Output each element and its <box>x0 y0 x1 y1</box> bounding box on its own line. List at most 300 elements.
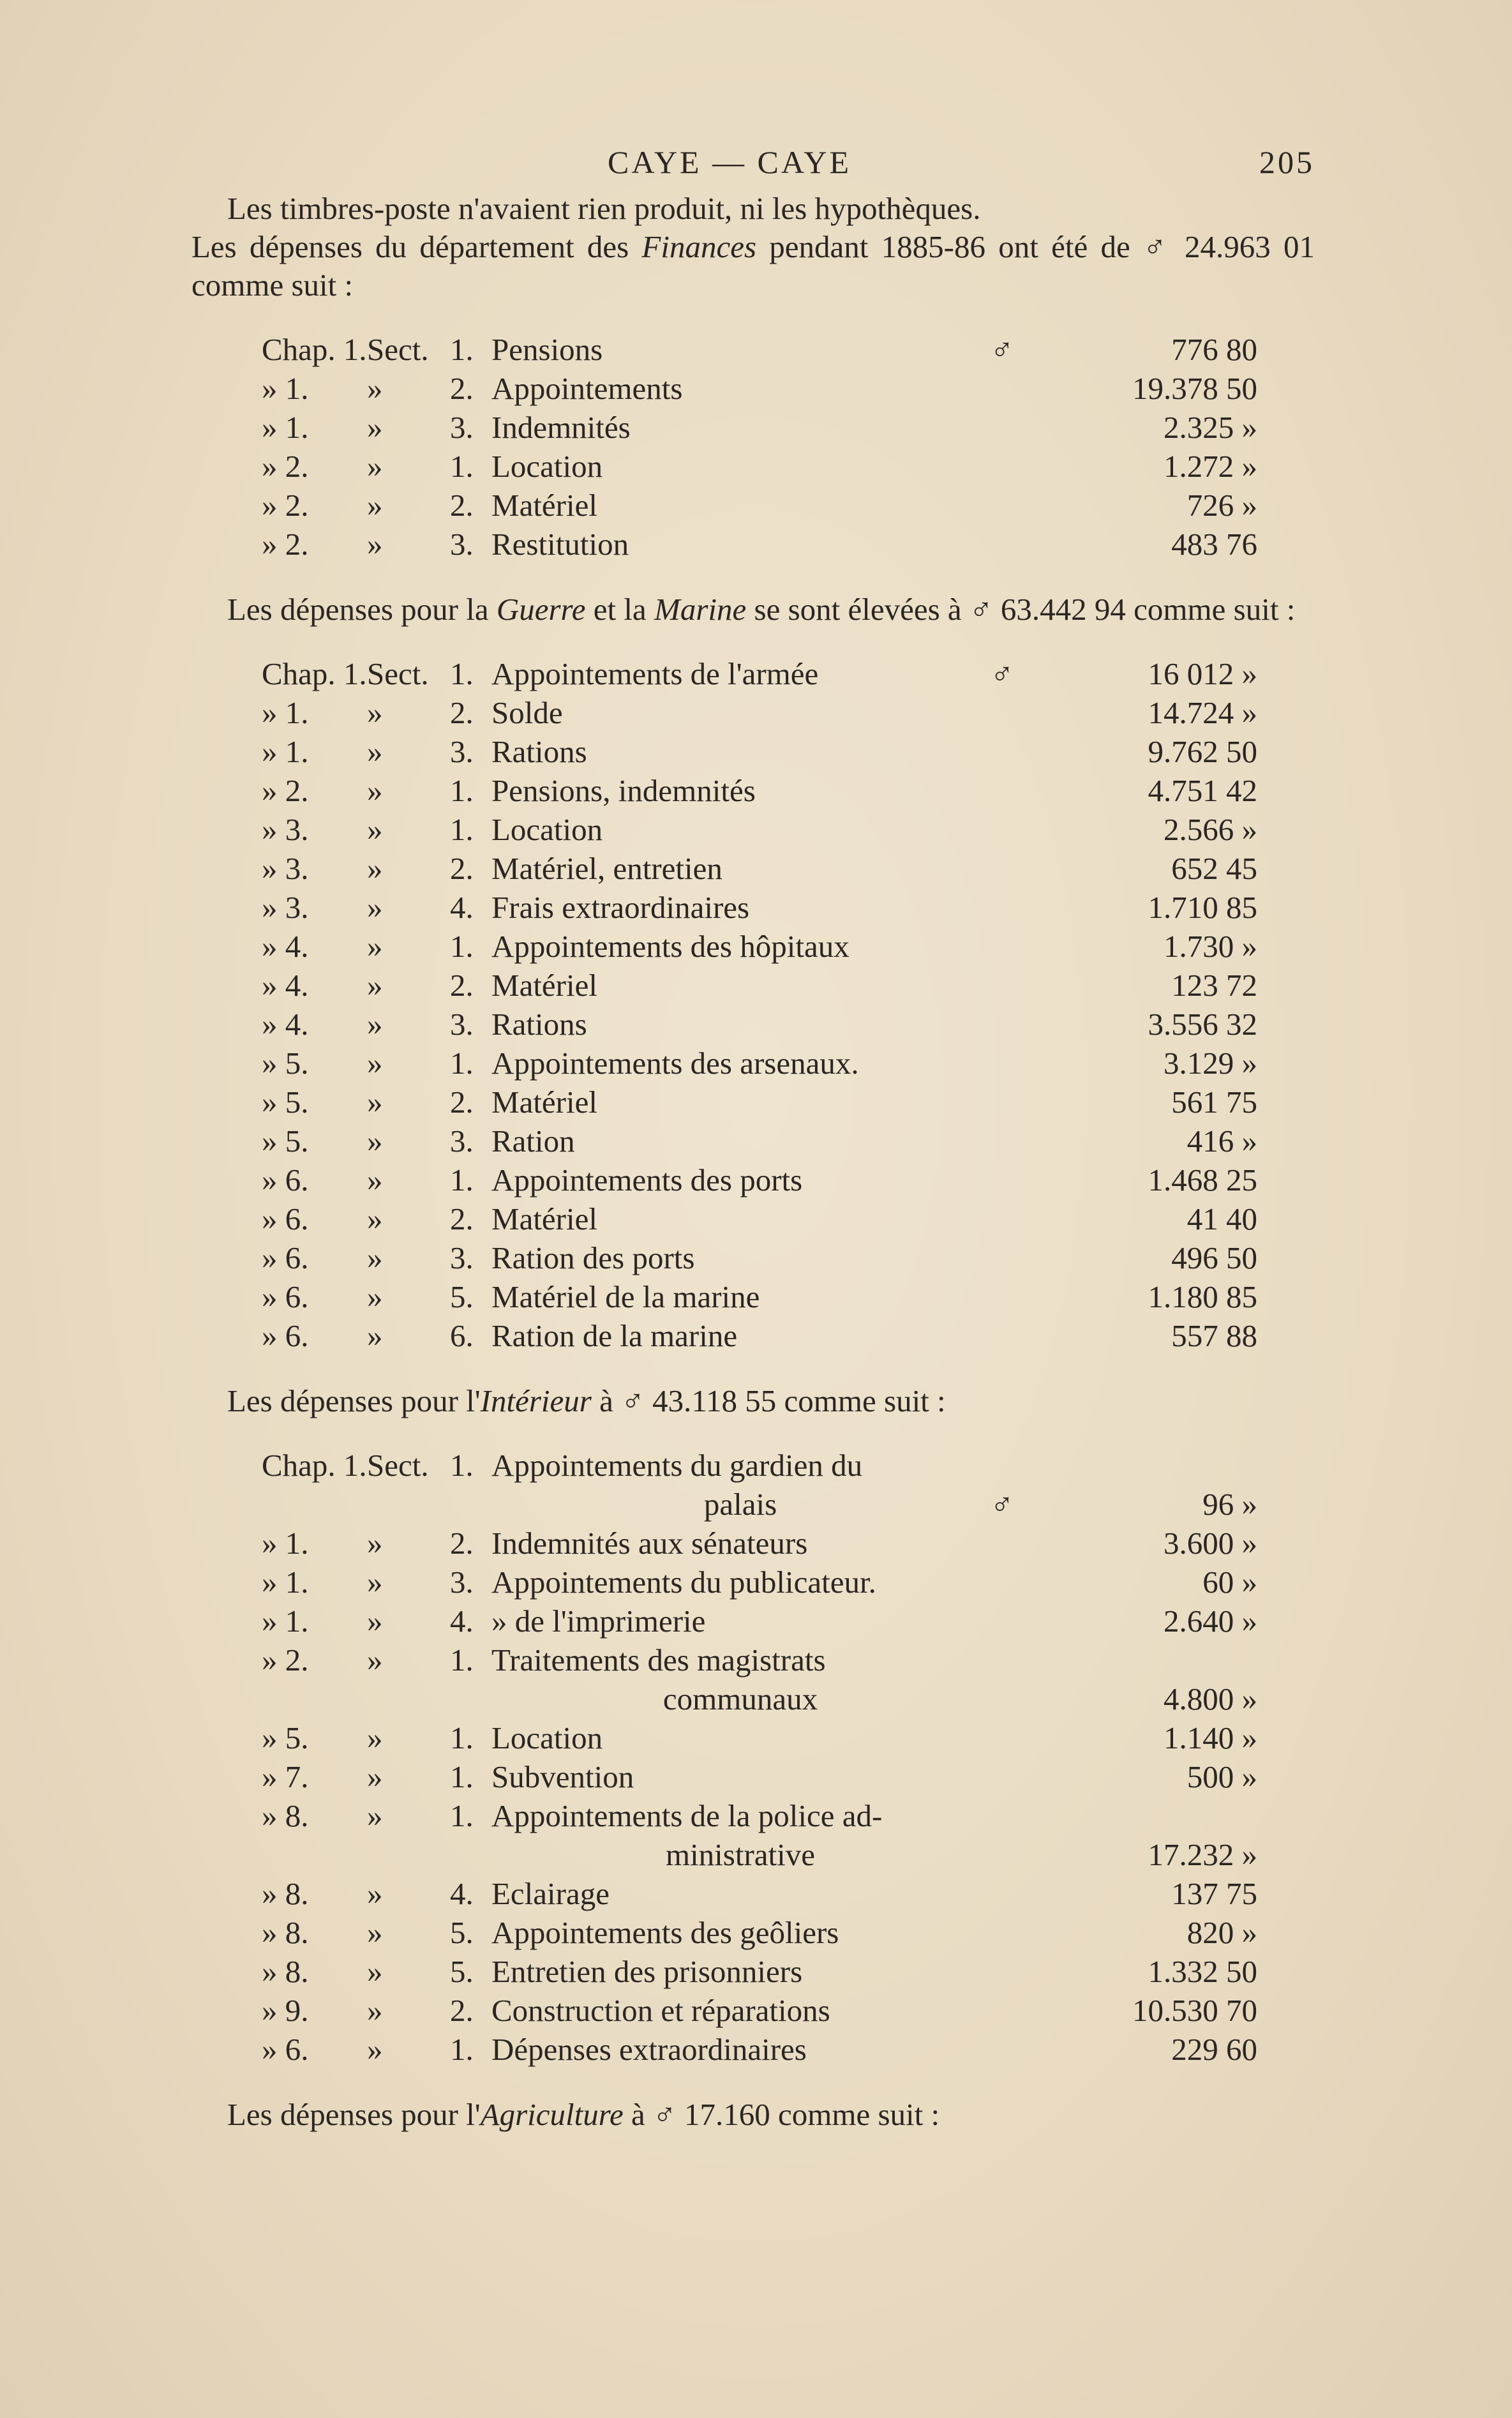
expense-label: Matériel <box>491 1201 597 1236</box>
label-cell <box>491 525 989 564</box>
amount-cell: 726 » <box>1186 488 1257 523</box>
currency-symbol <box>989 1122 1015 1160</box>
amount-cell: 1.332 50 <box>1148 1954 1257 1989</box>
label-cell <box>491 1199 989 1238</box>
label-cell <box>491 1083 989 1122</box>
item-number-cell: 4. <box>450 890 474 925</box>
currency-symbol <box>989 1316 1015 1355</box>
item-number-cell: 1. <box>450 449 474 484</box>
expense-label: Frais extraordinaires <box>491 890 750 925</box>
chapter-cell: » 2. <box>262 773 309 808</box>
chapter-cell: » 1. <box>262 1603 309 1639</box>
item-number-cell: 1. <box>450 773 474 808</box>
amount-cell: 9.762 50 <box>1148 734 1257 769</box>
ledger-row <box>262 408 1257 447</box>
ledger-row <box>262 1563 1257 1602</box>
item-number-cell: 3. <box>450 1123 474 1159</box>
label-cell <box>491 1277 989 1316</box>
expense-label: Ration des ports <box>491 1240 695 1275</box>
currency-symbol: ♂ <box>990 656 1014 691</box>
section-cell: » <box>367 1240 383 1275</box>
expense-label: Pensions <box>491 332 603 367</box>
chapter-cell: » 2. <box>262 488 309 523</box>
section-cell: » <box>367 1318 383 1353</box>
expense-label: Matériel <box>491 488 597 523</box>
expense-label: Eclairage <box>491 1876 610 1911</box>
currency-symbol <box>989 1044 1015 1083</box>
item-number-cell: 1. <box>450 1448 474 1483</box>
amount-cell: 41 40 <box>1186 1201 1257 1236</box>
amount-cell: 3.600 » <box>1164 1526 1257 1561</box>
ledger-row <box>262 693 1257 732</box>
section-cell: » <box>367 929 383 964</box>
chapter-cell: » 4. <box>262 1007 309 1042</box>
amount-cell: 820 » <box>1186 1915 1257 1950</box>
ledger-row <box>262 369 1257 408</box>
expense-label: Matériel <box>491 1085 597 1120</box>
expense-label: Restitution <box>491 527 629 562</box>
amount-cell: 17.232 » <box>1148 1837 1257 1872</box>
ledger-row <box>262 525 1257 564</box>
label-cell <box>491 369 989 408</box>
currency-symbol <box>989 849 1015 888</box>
section-cell: » <box>367 851 383 886</box>
chapter-cell: » 8. <box>262 1915 309 1950</box>
section-cell: » <box>367 1007 383 1042</box>
ledger-row <box>262 1874 1257 1913</box>
expense-label: Rations <box>491 734 587 769</box>
currency-symbol <box>989 1277 1015 1316</box>
section-cell: » <box>367 1720 383 1755</box>
item-number-cell: 6. <box>450 1318 474 1353</box>
expense-label: Location <box>491 449 603 484</box>
currency-symbol <box>989 1757 1015 1796</box>
label-cell <box>491 408 989 447</box>
expense-label: Construction et réparations <box>491 1993 830 2028</box>
label-cell <box>491 732 989 771</box>
label-cell <box>491 1991 989 2030</box>
item-number-cell: 2. <box>450 1526 474 1561</box>
chapter-cell: » 7. <box>262 1759 309 1794</box>
section-cell: » <box>367 1993 383 2028</box>
section-cell: » <box>367 410 383 445</box>
page-content <box>191 144 1315 2134</box>
amount-cell: 4.751 42 <box>1148 773 1257 808</box>
amount-cell: 557 88 <box>1171 1318 1257 1353</box>
currency-symbol <box>989 693 1015 732</box>
chapter-cell: » 1. <box>262 410 309 445</box>
expense-label: Matériel, entretien <box>491 851 722 886</box>
guerre-paragraph: Les dépenses pour la Guerre et la Marine se sont élevées à ♂ 63.442 94 comme suit : <box>227 592 1296 627</box>
expense-label: Matériel de la marine <box>491 1279 760 1314</box>
item-number-cell: 1. <box>450 812 474 847</box>
amount-cell: 1.140 » <box>1164 1720 1257 1755</box>
section-cell: » <box>367 527 383 562</box>
amount-cell: 561 75 <box>1171 1085 1257 1120</box>
item-number-cell: 1. <box>450 1162 474 1198</box>
section-cell: » <box>367 1759 383 1794</box>
ledger-row <box>262 1524 1257 1563</box>
ledger-row <box>262 486 1257 525</box>
amount-cell: 60 » <box>1202 1565 1257 1600</box>
currency-symbol <box>989 771 1015 810</box>
ledger-row <box>262 1952 1257 1991</box>
currency-symbol <box>989 888 1015 927</box>
label-cell <box>491 1524 989 1563</box>
item-number-cell: 5. <box>450 1279 474 1314</box>
currency-symbol <box>989 1913 1015 1952</box>
label-cell <box>491 1913 989 1952</box>
item-number-cell: 1. <box>450 1720 474 1755</box>
chapter-cell: » 2. <box>262 527 309 562</box>
currency-symbol <box>989 447 1015 486</box>
chapter-cell: » 5. <box>262 1046 309 1081</box>
expense-label: Traitements des magistrats <box>491 1642 826 1678</box>
section-cell: » <box>367 734 383 769</box>
interieur-paragraph: Les dépenses pour l'Intérieur à ♂ 43.118 55 comme suit : <box>227 1383 946 1418</box>
label-cell <box>491 810 989 849</box>
chapter-cell: Chap. 1. <box>262 656 367 691</box>
section-cell: » <box>367 1876 383 1911</box>
label-cell <box>491 927 989 966</box>
chapter-cell: » 8. <box>262 1876 309 1911</box>
item-number-cell: 1. <box>450 1798 474 1833</box>
chapter-cell: » 5. <box>262 1085 309 1120</box>
section-cell: Sect. <box>367 1448 429 1483</box>
section-cell: » <box>367 371 383 406</box>
currency-symbol <box>989 927 1015 966</box>
label-cell <box>491 1952 989 1991</box>
section-cell: » <box>367 890 383 925</box>
label-cell <box>491 1446 989 1524</box>
section-cell: » <box>367 1085 383 1120</box>
chapter-cell: » 3. <box>262 890 309 925</box>
section-cell: » <box>367 1603 383 1639</box>
expense-label: Appointements des hôpitaux <box>491 929 850 964</box>
currency-symbol <box>989 1718 1015 1757</box>
expense-label: Appointements des geôliers <box>491 1915 839 1950</box>
ledger-row <box>262 1913 1257 1952</box>
chapter-cell: » 6. <box>262 1162 309 1198</box>
amount-cell: 416 » <box>1186 1123 1257 1159</box>
expense-label: Ration <box>491 1123 575 1159</box>
ledger-row <box>262 1277 1257 1316</box>
ledger-row <box>262 1122 1257 1160</box>
page-number: 205 <box>1259 144 1315 180</box>
amount-cell: 1.180 85 <box>1148 1279 1257 1314</box>
chapter-cell: » 2. <box>262 1642 309 1678</box>
ledger-row <box>262 330 1257 369</box>
guerre-term: Guerre <box>496 592 586 627</box>
expense-label: Indemnités <box>491 410 631 445</box>
item-number-cell: 2. <box>450 851 474 886</box>
section-cell: » <box>367 1642 383 1678</box>
chapter-cell: » 6. <box>262 1279 309 1314</box>
item-number-cell: 1. <box>450 2032 474 2067</box>
chapter-cell: » 3. <box>262 812 309 847</box>
section-cell: » <box>367 1526 383 1561</box>
amount-cell: 1.710 85 <box>1148 890 1257 925</box>
label-cell <box>491 1238 989 1277</box>
item-number-cell: 2. <box>450 488 474 523</box>
chapter-cell: » 1. <box>262 371 309 406</box>
item-number-cell: 4. <box>450 1603 474 1639</box>
amount-cell: 10.530 70 <box>1132 1993 1257 2028</box>
agriculture-paragraph: Les dépenses pour l'Agriculture à ♂ 17.160 comme suit : <box>227 2097 940 2132</box>
ledger-row <box>262 1083 1257 1122</box>
currency-symbol <box>989 2030 1015 2069</box>
chapter-cell: » 5. <box>262 1720 309 1755</box>
section-cell: » <box>367 1798 383 1833</box>
amount-cell: 4.800 » <box>1164 1681 1257 1716</box>
section-cell: » <box>367 695 383 730</box>
expense-label: Subvention <box>491 1759 634 1794</box>
currency-symbol <box>989 966 1015 1005</box>
section-cell: » <box>367 1565 383 1600</box>
intro-paragraph: Les timbres-poste n'avaient rien produit, ni les hypothèques. Les dépenses du département des Finances pendant 1885-86 ont été de ♂ 24.963 01 comme suit : <box>191 191 1315 303</box>
label-cell <box>491 1718 989 1757</box>
section-cell: » <box>367 449 383 484</box>
section-cell: » <box>367 968 383 1003</box>
ledger-row <box>262 927 1257 966</box>
item-number-cell: 3. <box>450 1007 474 1042</box>
currency-symbol <box>989 810 1015 849</box>
section-cell: » <box>367 1162 383 1198</box>
ledger-row <box>262 2030 1257 2069</box>
expense-label-continuation: palais <box>703 1487 777 1522</box>
item-number-cell: 1. <box>450 1759 474 1794</box>
ledger-row <box>262 447 1257 486</box>
item-number-cell: 5. <box>450 1954 474 1989</box>
label-cell <box>491 1316 989 1355</box>
section-cell: Sect. <box>367 332 429 367</box>
expense-label: Appointements <box>491 371 683 406</box>
amount-cell: 1.730 » <box>1164 929 1257 964</box>
ledger-row <box>262 1991 1257 2030</box>
ledger-row <box>262 771 1257 810</box>
amount-cell: 16 012 » <box>1148 656 1257 691</box>
currency-symbol <box>989 1005 1015 1044</box>
ledger-row <box>262 1005 1257 1044</box>
currency-symbol <box>989 1991 1015 2030</box>
chapter-cell: » 1. <box>262 734 309 769</box>
label-cell <box>491 1005 989 1044</box>
finances-expenses-table <box>262 330 1257 564</box>
label-cell <box>491 2030 989 2069</box>
label-cell <box>491 771 989 810</box>
expense-label: Appointements du gardien du <box>491 1448 863 1483</box>
label-cell <box>491 849 989 888</box>
label-cell <box>491 1602 989 1641</box>
chapter-cell: » 6. <box>262 2032 309 2067</box>
item-number-cell: 3. <box>450 1240 474 1275</box>
currency-symbol: ♂ <box>990 332 1014 367</box>
item-number-cell: 1. <box>450 332 474 367</box>
ledger-row <box>262 1044 1257 1083</box>
expense-label: Appointements des ports <box>491 1162 803 1198</box>
amount-cell: 1.272 » <box>1164 449 1257 484</box>
ledger-row <box>262 1796 1257 1874</box>
amount-cell: 1.468 25 <box>1148 1162 1257 1198</box>
interieur-term: Intérieur <box>480 1383 592 1418</box>
label-cell <box>491 486 989 525</box>
ledger-row <box>262 1160 1257 1199</box>
item-number-cell: 2. <box>450 1201 474 1236</box>
item-number-cell: 3. <box>450 734 474 769</box>
section-cell: » <box>367 1123 383 1159</box>
guerre-expenses-table <box>262 654 1257 1355</box>
currency-symbol <box>989 1952 1015 1991</box>
currency-symbol <box>989 1238 1015 1277</box>
amount-cell: 776 80 <box>1171 332 1257 367</box>
expense-label: Matériel <box>491 968 597 1003</box>
chapter-cell: » 2. <box>262 449 309 484</box>
expense-label: Location <box>491 812 603 847</box>
agriculture-term: Agriculture <box>480 2097 624 2132</box>
amount-cell: 3.556 32 <box>1148 1007 1257 1042</box>
amount-cell: 496 50 <box>1171 1240 1257 1275</box>
ledger-row <box>262 1446 1257 1524</box>
marine-term: Marine <box>654 592 747 627</box>
ledger-row <box>262 1718 1257 1757</box>
label-cell <box>491 1563 989 1602</box>
item-number-cell: 2. <box>450 968 474 1003</box>
label-cell <box>491 1044 989 1083</box>
currency-symbol <box>989 1602 1015 1641</box>
amount-cell: 19.378 50 <box>1132 371 1257 406</box>
expense-label: » de l'imprimerie <box>491 1603 706 1639</box>
amount-cell: 500 » <box>1186 1759 1257 1794</box>
chapter-cell: » 6. <box>262 1201 309 1236</box>
expense-label: Rations <box>491 1007 587 1042</box>
label-cell <box>491 966 989 1005</box>
item-number-cell: 3. <box>450 410 474 445</box>
currency-symbol <box>989 369 1015 408</box>
amount-cell: 2.640 » <box>1164 1603 1257 1639</box>
label-cell <box>491 1122 989 1160</box>
label-cell <box>491 1796 989 1874</box>
ledger-row <box>262 1316 1257 1355</box>
expense-label: Pensions, indemnités <box>491 773 756 808</box>
chapter-cell: » 9. <box>262 1993 309 2028</box>
chapter-cell: Chap. 1. <box>262 1448 367 1483</box>
expense-label: Location <box>491 1720 603 1755</box>
expense-label-continuation: communaux <box>662 1681 818 1716</box>
item-number-cell: 2. <box>450 371 474 406</box>
chapter-cell: » 4. <box>262 929 309 964</box>
label-cell <box>491 330 989 369</box>
section-cell: » <box>367 1279 383 1314</box>
label-cell <box>491 1874 989 1913</box>
label-cell <box>491 888 989 927</box>
item-number-cell: 2. <box>450 1993 474 2028</box>
item-number-cell: 1. <box>450 929 474 964</box>
expense-label: Indemnités aux sénateurs <box>491 1526 808 1561</box>
ledger-row <box>262 1641 1257 1718</box>
currency-symbol <box>989 408 1015 447</box>
section-cell: » <box>367 1954 383 1989</box>
expense-label: Appointements de l'armée <box>491 656 819 691</box>
ledger-row <box>262 888 1257 927</box>
running-title: CAYE — CAYE <box>608 144 852 180</box>
expense-label: Dépenses extraordinaires <box>491 2032 807 2067</box>
currency-symbol <box>989 1199 1015 1238</box>
section-cell: » <box>367 1201 383 1236</box>
finances-term: Finances <box>641 229 757 264</box>
label-cell <box>491 447 989 486</box>
chapter-cell: » 8. <box>262 1798 309 1833</box>
chapter-cell: » 6. <box>262 1240 309 1275</box>
expense-label: Appointements du publicateur. <box>491 1565 876 1600</box>
item-number-cell: 5. <box>450 1915 474 1950</box>
amount-cell: 229 60 <box>1171 2032 1257 2067</box>
interieur-expenses-table <box>262 1446 1257 2069</box>
expense-label: Entretien des prisonniers <box>491 1954 803 1989</box>
amount-cell: 123 72 <box>1171 968 1257 1003</box>
intro-line-1: Les timbres-poste n'avaient rien produit, ni les hypothèques. <box>227 191 981 226</box>
item-number-cell: 2. <box>450 695 474 730</box>
item-number-cell: 1. <box>450 656 474 691</box>
chapter-cell: » 4. <box>262 968 309 1003</box>
ledger-row <box>262 654 1257 693</box>
ledger-row <box>262 1238 1257 1277</box>
ledger-row <box>262 966 1257 1005</box>
chapter-cell: » 1. <box>262 1526 309 1561</box>
currency-symbol <box>989 486 1015 525</box>
item-number-cell: 3. <box>450 1565 474 1600</box>
amount-cell: 14.724 » <box>1148 695 1257 730</box>
currency-symbol <box>989 1874 1015 1913</box>
expense-label: Ration de la marine <box>491 1318 738 1353</box>
amount-cell: 2.325 » <box>1164 410 1257 445</box>
currency-symbol <box>989 1796 1015 1874</box>
item-number-cell: 4. <box>450 1876 474 1911</box>
amount-cell: 652 45 <box>1171 851 1257 886</box>
ledger-row <box>262 849 1257 888</box>
running-head <box>191 144 1315 188</box>
amount-cell: 137 75 <box>1171 1876 1257 1911</box>
chapter-cell: Chap. 1. <box>262 332 367 367</box>
section-cell: » <box>367 488 383 523</box>
amount-cell: 3.129 » <box>1164 1046 1257 1081</box>
label-cell <box>491 693 989 732</box>
chapter-cell: » 1. <box>262 1565 309 1600</box>
label-cell <box>491 654 989 693</box>
currency-symbol <box>989 1083 1015 1122</box>
currency-symbol <box>989 1641 1015 1718</box>
section-cell: » <box>367 773 383 808</box>
label-cell <box>491 1160 989 1199</box>
currency-symbol <box>989 525 1015 564</box>
expense-label: Solde <box>491 695 563 730</box>
item-number-cell: 1. <box>450 1642 474 1678</box>
expense-label: Appointements de la police ad- <box>491 1798 883 1833</box>
label-cell <box>491 1757 989 1796</box>
ledger-row <box>262 1757 1257 1796</box>
item-number-cell: 2. <box>450 1085 474 1120</box>
item-number-cell: 3. <box>450 527 474 562</box>
amount-cell: 483 76 <box>1171 527 1257 562</box>
currency-symbol <box>989 1563 1015 1602</box>
label-cell <box>491 1641 989 1718</box>
section-cell: » <box>367 2032 383 2067</box>
section-cell: » <box>367 812 383 847</box>
ledger-row <box>262 732 1257 771</box>
section-cell: » <box>367 1915 383 1950</box>
chapter-cell: » 5. <box>262 1123 309 1159</box>
currency-symbol <box>989 1524 1015 1563</box>
chapter-cell: » 8. <box>262 1954 309 1989</box>
